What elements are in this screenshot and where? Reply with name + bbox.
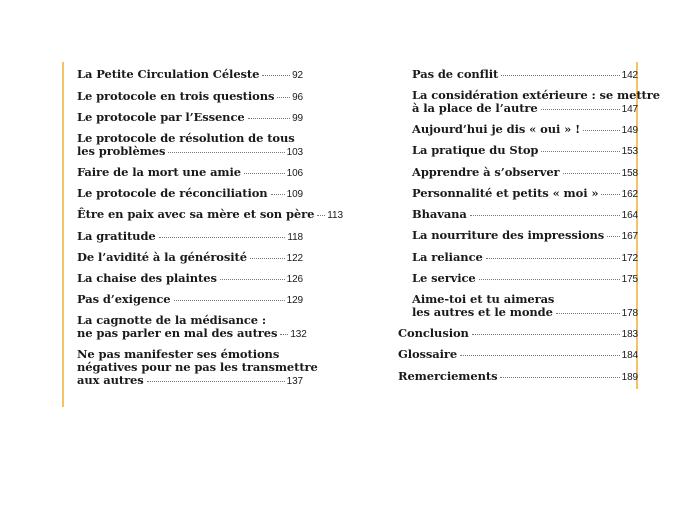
toc-entry-row xyxy=(412,68,638,82)
toc-entry-row xyxy=(412,187,638,201)
left-margin-rule xyxy=(62,62,64,407)
toc-entry-title-line: Être en paix avec sa mère et son père xyxy=(77,207,315,221)
page-number: 132 xyxy=(290,329,307,340)
dot-leader xyxy=(248,118,291,119)
toc-entry-title-line: Le protocole de résolution de tous xyxy=(77,131,295,145)
page-number: 172 xyxy=(621,253,638,264)
toc-entry[interactable] xyxy=(398,327,638,341)
toc-entry-row xyxy=(77,207,343,222)
toc-entry-title-line: les problèmes xyxy=(77,144,166,158)
toc-entry-title-line: Le protocole en trois questions xyxy=(77,89,275,103)
dot-leader xyxy=(607,236,619,237)
toc-entry-title-line: La nourriture des impressions xyxy=(412,228,605,242)
toc-entry[interactable] xyxy=(398,370,638,384)
toc-entry[interactable] xyxy=(398,144,638,158)
toc-right-column xyxy=(398,67,660,384)
toc-entry[interactable] xyxy=(77,293,303,307)
toc-entry-row xyxy=(77,251,303,265)
toc-entry-row xyxy=(77,187,303,201)
toc-entry-row xyxy=(398,348,638,362)
dot-leader xyxy=(168,152,284,153)
toc-entry-row xyxy=(77,90,303,104)
toc-entry-title-line: La cagnotte de la médisance : xyxy=(77,313,267,327)
page-number: 175 xyxy=(621,274,638,285)
toc-entry-title-line: les autres et le monde xyxy=(412,305,553,319)
dot-leader xyxy=(271,194,285,195)
dot-leader xyxy=(244,173,285,174)
toc-entry-row xyxy=(398,327,638,341)
dot-leader xyxy=(174,300,285,301)
page-number: 122 xyxy=(286,253,303,264)
dot-leader xyxy=(280,334,288,335)
toc-entry[interactable] xyxy=(398,229,638,243)
toc-entry[interactable] xyxy=(77,251,303,265)
dot-leader xyxy=(460,355,620,356)
dot-leader xyxy=(541,151,619,152)
page-number: 147 xyxy=(621,104,638,115)
toc-entry-row xyxy=(77,326,307,341)
page-number: 164 xyxy=(621,210,638,221)
toc-entry-row xyxy=(77,374,303,388)
toc-entry-title-line: ne pas parler en mal des autres xyxy=(77,326,278,340)
toc-entry[interactable] xyxy=(398,187,638,201)
toc-entry-title-line: La reliance xyxy=(412,250,483,264)
toc-entry-row xyxy=(77,68,303,82)
page-number: 129 xyxy=(286,295,303,306)
dot-leader xyxy=(541,109,620,110)
toc-entry-row xyxy=(412,123,638,137)
toc-entry[interactable] xyxy=(398,208,638,222)
dot-leader xyxy=(601,194,619,195)
toc-entry-row xyxy=(77,230,303,244)
toc-entry-row xyxy=(77,111,303,125)
dot-leader xyxy=(262,75,290,76)
page-number: 149 xyxy=(621,125,638,136)
dot-leader xyxy=(486,258,620,259)
toc-entry-title-line: La chaise des plaintes xyxy=(77,271,217,285)
toc-entry-title-line: Conclusion xyxy=(398,326,469,340)
toc-entry-row xyxy=(77,145,303,159)
page-number: 106 xyxy=(286,168,303,179)
toc-entry-title-line: Faire de la mort une amie xyxy=(77,165,241,179)
toc-entry-title-line: Le protocole de réconciliation xyxy=(77,186,268,200)
toc-entry[interactable] xyxy=(398,272,638,286)
page-number: 96 xyxy=(292,92,303,103)
toc-entry-title-line: Aujourd’hui je dis « oui » ! xyxy=(412,122,581,136)
page-number: 189 xyxy=(621,372,638,383)
toc-entry[interactable] xyxy=(77,111,303,125)
toc-entry-title-line: Le service xyxy=(412,271,476,285)
toc-entry[interactable] xyxy=(398,293,638,320)
dot-leader xyxy=(317,215,325,216)
dot-leader xyxy=(500,377,619,378)
page-number: 158 xyxy=(621,168,638,179)
page-number: 109 xyxy=(286,189,303,200)
toc-entry-title-line: La Petite Circulation Céleste xyxy=(77,67,260,81)
toc-entry-title-line: La considération extérieure : se mettre xyxy=(412,88,660,102)
toc-left-column xyxy=(77,67,343,388)
toc-entry-title-line: Glossaire xyxy=(398,347,458,361)
page-number: 92 xyxy=(292,70,303,81)
toc-entry[interactable] xyxy=(77,207,343,222)
page-number: 142 xyxy=(621,70,638,81)
toc-entry-title-line: Bhavana xyxy=(412,207,467,221)
toc-entry-title-line: négatives pour ne pas les transmettre xyxy=(77,360,318,374)
page-number: 137 xyxy=(286,376,303,387)
toc-entry-title-line: Personnalité et petits « moi » xyxy=(412,186,599,200)
toc-entry[interactable] xyxy=(77,347,318,388)
toc-entry[interactable] xyxy=(398,123,638,137)
dot-leader xyxy=(277,97,290,98)
toc-entry[interactable] xyxy=(77,187,303,201)
toc-entry-row xyxy=(412,251,638,265)
page-number: 167 xyxy=(621,231,638,242)
toc-entry[interactable] xyxy=(77,68,303,82)
toc-entry-title-line: aux autres xyxy=(77,373,144,387)
page-number: 126 xyxy=(286,274,303,285)
toc-entry-row xyxy=(412,229,638,243)
dot-leader xyxy=(470,215,620,216)
dot-leader xyxy=(563,173,620,174)
toc-entry-title-line: La pratique du Stop xyxy=(412,143,539,157)
page-number: 183 xyxy=(621,329,638,340)
toc-entry[interactable] xyxy=(77,272,303,286)
dot-leader xyxy=(479,279,620,280)
toc-entry[interactable] xyxy=(77,230,303,244)
toc-entry[interactable] xyxy=(398,68,638,82)
toc-entry[interactable] xyxy=(398,251,638,265)
page-number: 103 xyxy=(286,147,303,158)
toc-entry-title-line: à la place de l’autre xyxy=(412,101,538,115)
dot-leader xyxy=(472,334,620,335)
page-number: 113 xyxy=(327,210,343,221)
toc-entry-row xyxy=(412,102,638,116)
page-number: 178 xyxy=(621,308,638,319)
toc-entry-row xyxy=(412,166,638,180)
page-number: 99 xyxy=(292,113,303,124)
toc-entry-title-line: La gratitude xyxy=(77,229,156,243)
toc-entry[interactable] xyxy=(77,90,303,104)
toc-entry-row xyxy=(77,293,303,307)
toc-entry-row xyxy=(412,306,638,320)
dot-leader xyxy=(501,75,619,76)
toc-entry[interactable] xyxy=(77,132,303,159)
toc-entry-title-line: Remerciements xyxy=(398,369,498,383)
toc-entry-title-line: Pas d’exigence xyxy=(77,292,171,306)
toc-entry[interactable] xyxy=(398,166,638,180)
page-number: 162 xyxy=(621,189,638,200)
dot-leader xyxy=(220,279,285,280)
toc-entry-title-line: Pas de conflit xyxy=(412,67,499,81)
toc-entry[interactable] xyxy=(77,313,307,341)
page-number: 118 xyxy=(287,232,303,243)
toc-entry-row xyxy=(412,208,638,222)
dot-leader xyxy=(556,313,620,314)
toc-entry-row xyxy=(412,272,638,286)
dot-leader xyxy=(250,258,285,259)
toc-entry-title-line: De l’avidité à la générosité xyxy=(77,250,247,264)
toc-entry-title-line: Aime-toi et tu aimeras xyxy=(412,292,555,306)
toc-entry[interactable] xyxy=(398,88,660,116)
dot-leader xyxy=(583,130,620,131)
toc-entry[interactable] xyxy=(398,348,638,362)
toc-entry-row xyxy=(398,370,638,384)
toc-entry-title-line: Le protocole par l’Essence xyxy=(77,110,245,124)
dot-leader xyxy=(159,237,286,238)
page-number: 184 xyxy=(621,350,638,361)
toc-entry-row xyxy=(77,166,303,180)
toc-entry-title-line: Ne pas manifester ses émotions xyxy=(77,347,280,361)
toc-entry-row xyxy=(412,144,638,158)
toc-entry[interactable] xyxy=(77,166,303,180)
page-number: 153 xyxy=(621,146,638,157)
dot-leader xyxy=(147,381,285,382)
toc-entry-title-line: Apprendre à s’observer xyxy=(412,165,560,179)
toc-entry-row xyxy=(77,272,303,286)
